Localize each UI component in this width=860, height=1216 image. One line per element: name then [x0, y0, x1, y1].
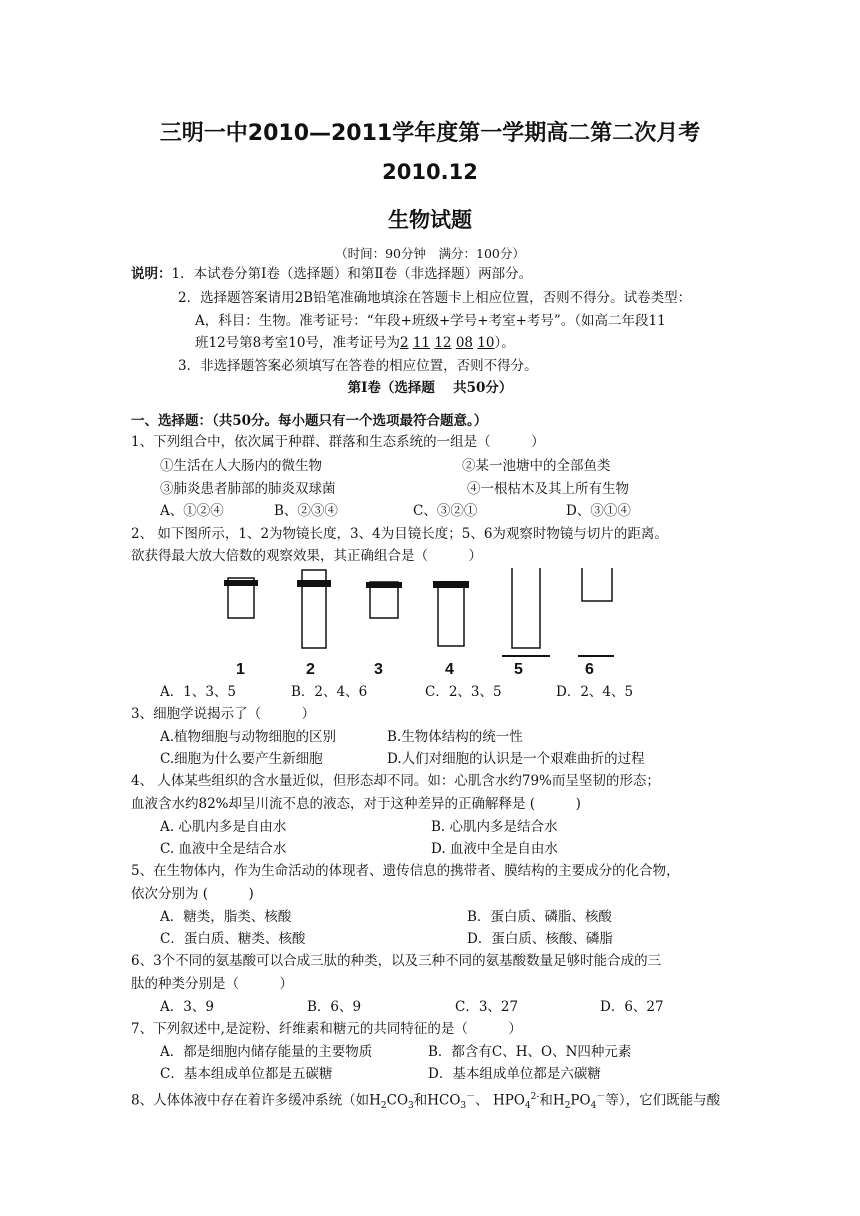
- q1-stem: 1、下列组合中，依次属于种群、群落和生态系统的一组是（ ）: [131, 434, 545, 450]
- q2-option-d: D．2、4、5: [556, 684, 634, 700]
- q3-option-c: C.细胞为什么要产生新细胞: [160, 751, 323, 767]
- notes-label: 说明：: [131, 266, 172, 282]
- q2-option-b: B．2、4、6: [291, 684, 368, 700]
- q8-sub: 4: [524, 1101, 531, 1112]
- label-4: 4: [445, 661, 454, 678]
- eyepiece-lens-4: [433, 581, 469, 646]
- q4-option-d: D. 血液中全是自由水: [431, 841, 558, 857]
- q8-text: PO: [570, 1092, 591, 1109]
- code-segment: 2: [399, 335, 409, 351]
- microscope-lens-diagram: [200, 560, 640, 684]
- q6-line-1: 6、3个不同的氨基酸可以合成三肽的种类，以及三种不同的氨基酸数量足够时能合成的三: [131, 953, 662, 969]
- q5-option-c: C．蛋白质、糖类、核酸: [160, 931, 306, 947]
- note-2-line-2: A，科目：生物。准考证号：“年段+班级+学号+考室+考号”。（如高二年段11: [195, 313, 666, 329]
- label-3: 3: [374, 661, 383, 678]
- part1-title: 第Ⅰ卷（选择题 共50分）: [347, 380, 513, 396]
- note-2-line-3: [195, 333, 515, 353]
- note-2-line-1: 2．选择题答案请用2B铅笔准确地填涂在答题卡上相应位置，否则不得分。试卷类型：: [178, 290, 692, 306]
- q8-sub: 4: [590, 1101, 597, 1112]
- q3-option-b: B.生物体结构的统一性: [387, 729, 523, 745]
- q8-sub: 3: [408, 1101, 414, 1112]
- q3-option-d: D.人们对细胞的认识是一个艰难曲折的过程: [387, 751, 645, 767]
- q2-option-a: A．1、3、5: [160, 684, 237, 700]
- distance-5: [502, 568, 550, 656]
- time-info: （时间：90分钟 满分：100分）: [335, 246, 525, 261]
- q8-sub: 3: [460, 1101, 467, 1112]
- q4-line-2: 血液含水约82%却呈川流不息的液态，对于这种差异的正确解释是 ( ): [131, 796, 581, 812]
- q8-line-1: [131, 1087, 720, 1116]
- distance-6: [578, 568, 614, 656]
- label-1: 1: [236, 661, 245, 678]
- q8-text: 8、人体体液中存在着许多缓冲系统（如H: [131, 1092, 381, 1109]
- exam-subject: 生物试题: [388, 208, 472, 232]
- q4-line-1: 4、 人体某些组织的含水量近似，但形态却不同。如：心肌含水约79%而呈坚韧的形态；: [131, 773, 660, 789]
- label-2: 2: [306, 661, 315, 678]
- q8-sup: －: [466, 1092, 476, 1102]
- code-segment: 12: [434, 335, 452, 351]
- notes-block: [131, 264, 532, 284]
- q8-text: 、 HPO: [475, 1092, 525, 1109]
- q8-text: 和H: [539, 1092, 565, 1109]
- q7-option-b: B．都含有C、H、O、N四种元素: [428, 1044, 632, 1060]
- q7-option-c: C．基本组成单位都是五碳糖: [160, 1066, 333, 1082]
- q6-line-2: 肽的种类分别是（ ）: [131, 976, 293, 992]
- q8-sup: 2-: [530, 1092, 540, 1102]
- q8-text: CO: [386, 1092, 409, 1109]
- q2-option-c: C．2、3、5: [425, 684, 502, 700]
- q1-option-b: B、②③④: [274, 503, 338, 519]
- q1-option-c: C、③②①: [413, 503, 478, 519]
- code-segment: 08: [455, 335, 473, 351]
- q2-line-2: 欲获得最大放大倍数的观察效果，其正确组合是（ ）: [131, 548, 482, 564]
- note-2-end: ）。: [494, 335, 515, 351]
- note-1: 1．本试卷分第Ⅰ卷（选择题）和第Ⅱ卷（非选择题）两部分。: [171, 266, 533, 282]
- q8-text: 和HCO: [413, 1092, 461, 1109]
- q5-line-1: 5、在生物体内，作为生命活动的体现者、遗传信息的携带者、膜结构的主要成分的化合物，: [131, 863, 680, 879]
- q5-option-d: D．蛋白质、核酸、磷脂: [467, 931, 613, 947]
- q6-option-c: C．3、27: [455, 999, 519, 1015]
- q1-option-d: D、③①④: [566, 503, 631, 519]
- q7-option-d: D．基本组成单位都是六碳糖: [428, 1066, 601, 1082]
- code-segment: 11: [412, 335, 431, 351]
- q4-option-c: C. 血液中全是结合水: [160, 841, 287, 857]
- exam-title: 三明一中2010—2011学年度第一学期高二第二次月考: [159, 121, 701, 146]
- q1-option-a: A、①②④: [160, 503, 224, 519]
- q1-item-1: ①生活在人大肠内的微生物: [160, 458, 322, 474]
- q4-option-a: A. 心肌内多是自由水: [160, 819, 287, 835]
- note-3: 3．非选择题答案必须填写在答卷的相应位置，否则不得分。: [178, 358, 538, 374]
- objective-lens-1: [224, 578, 258, 618]
- q5-option-b: B．蛋白质、磷脂、核酸: [467, 909, 612, 925]
- eyepiece-lens-3: [366, 582, 402, 618]
- label-6: 6: [585, 661, 594, 678]
- q5-line-2: 依次分别为 ( ): [131, 886, 254, 902]
- q4-option-b: B. 心肌内多是结合水: [431, 819, 558, 835]
- q1-item-4: ④一根枯木及其上所有生物: [467, 481, 629, 497]
- section-heading: 一、选择题：（共50分。每小题只有一个选项最符合题意。）: [131, 413, 488, 429]
- q7-stem: 7、下列叙述中,是淀粉、纤维素和糖元的共同特征的是（ ）: [131, 1021, 522, 1037]
- q5-option-a: A．糖类，脂类、核酸: [160, 909, 292, 925]
- q7-option-a: A．都是细胞内储存能量的主要物质: [160, 1044, 373, 1060]
- q8-sub: 2: [564, 1101, 571, 1112]
- q3-option-a: A.植物细胞与动物细胞的区别: [160, 729, 337, 745]
- exam-date: 2010.12: [382, 160, 478, 184]
- q6-option-b: B．6、9: [307, 999, 362, 1015]
- label-5: 5: [514, 661, 523, 678]
- q2-line-1: 2、 如下图所示，1、2为物镜长度，3、4为目镜长度；5、6为观察时物镜与切片的距离。: [131, 526, 668, 542]
- q8-text: 等），它们既能与酸: [605, 1092, 721, 1109]
- q1-item-3: ③肺炎患者肺部的肺炎双球菌: [160, 481, 336, 497]
- q1-item-2: ②某一池塘中的全部鱼类: [462, 458, 611, 474]
- code-segment: 10: [477, 335, 495, 351]
- note-2-text: 班12号第8考室10号，准考证号为: [195, 335, 400, 351]
- q3-stem: 3、细胞学说揭示了（ ）: [131, 706, 316, 722]
- q6-option-d: D．6、27: [600, 999, 664, 1015]
- q8-sub: 2: [380, 1101, 387, 1112]
- q8-sup: －: [596, 1092, 606, 1102]
- objective-lens-2: [297, 570, 331, 648]
- q6-option-a: A．3、9: [160, 999, 214, 1015]
